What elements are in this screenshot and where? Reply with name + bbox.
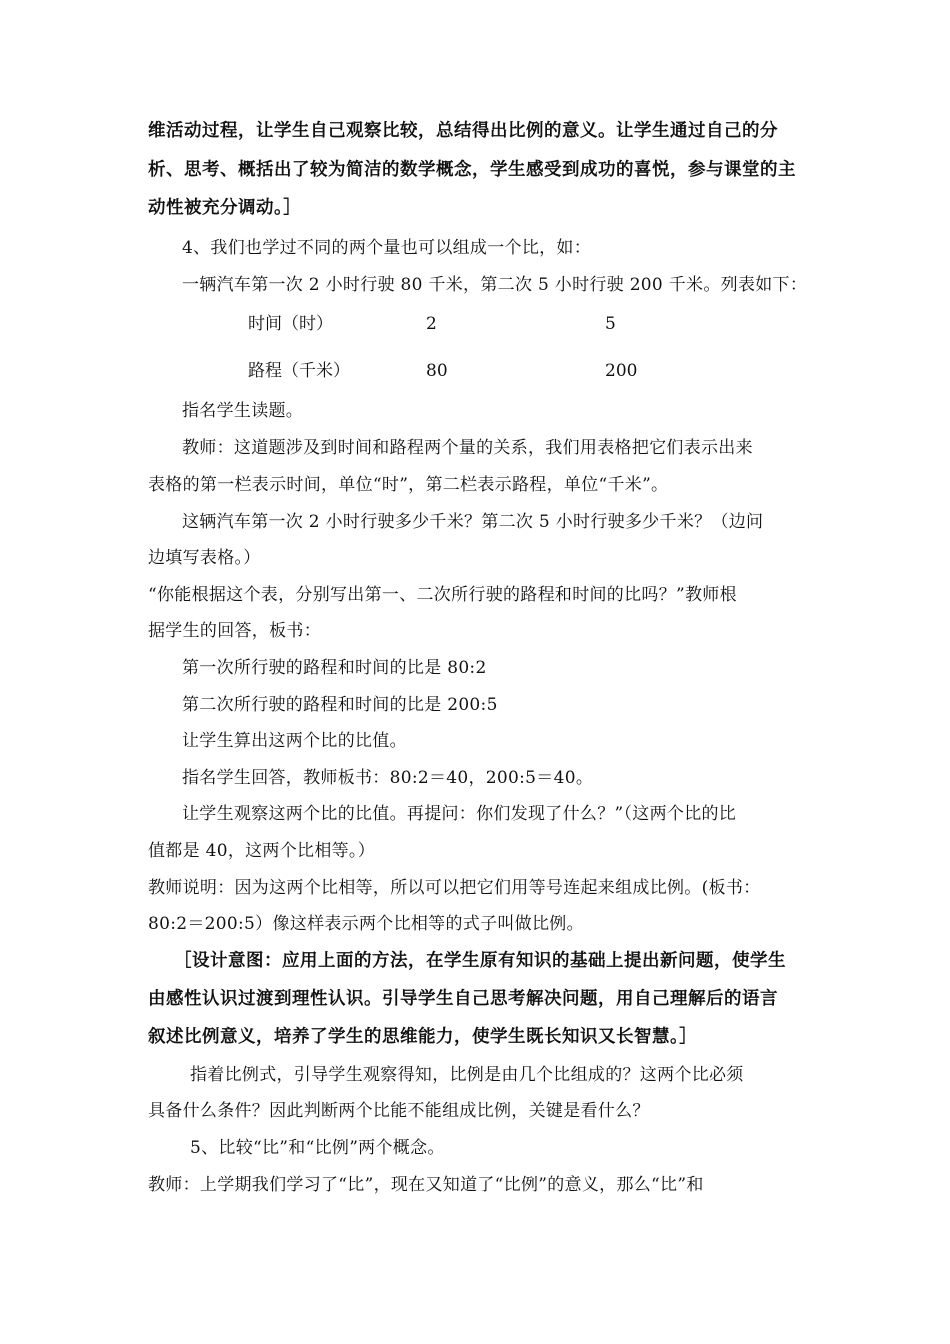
- paragraph-line: 这辆汽车第一次 2 小时行驶多少千米？第二次 5 小时行驶多少千米？（边问: [182, 512, 764, 532]
- step-5-heading: 5、比较“比”和“比例”两个概念。: [190, 1138, 445, 1158]
- paragraph-line: 指名学生回答，教师板书：80:2＝40，200:5＝40。: [182, 768, 594, 788]
- table-cell-distance-first: 80: [426, 361, 448, 381]
- step-4-heading: 4、我们也学过不同的两个量也可以组成一个比，如：: [182, 238, 592, 258]
- design-intent-line-3: 叙述比例意义，培养了学生的思维能力，使学生既长知识又长智慧。］: [148, 1027, 698, 1047]
- design-intent-paragraph-line-1: 维活动过程，让学生自己观察比较，总结得出比例的意义。让学生通过自己的分: [148, 121, 778, 141]
- design-intent-paragraph-line-2: 析、思考、概括出了较为简洁的数学概念，学生感受到成功的喜悦，参与课堂的主: [148, 160, 796, 180]
- paragraph-line: 让学生观察这两个比的比值。再提问：你们发现了什么？”（这两个比的比: [182, 804, 737, 824]
- problem-statement: 一辆汽车第一次 2 小时行驶 80 千米，第二次 5 小时行驶 200 千米。列表如下：: [182, 275, 808, 295]
- design-intent-line-2: 由感性认识过渡到理性认识。引导学生自己思考解决问题，用自己理解后的语言: [148, 989, 778, 1009]
- table-row-label-time: 时间（时）: [248, 314, 333, 334]
- paragraph-line: 教师说明：因为这两个比相等，所以可以把它们用等号连起来组成比例。(板书：: [148, 878, 761, 898]
- design-intent-line-1: ［设计意图：应用上面的方法，在学生原有知识的基础上提出新问题，使学生: [174, 951, 786, 971]
- table-row-label-distance: 路程（千米）: [248, 361, 350, 381]
- paragraph-line: “你能根据这个表，分别写出第一、二次所行驶的路程和时间的比吗？”教师根: [148, 585, 737, 605]
- paragraph-line: 指着比例式，引导学生观察得知，比例是由几个比组成的？这两个比必须: [190, 1065, 744, 1085]
- blackboard-line-1: 第一次所行驶的路程和时间的比是 80:2: [182, 658, 487, 678]
- table-cell-time-second: 5: [605, 314, 616, 334]
- paragraph-line: 教师：上学期我们学习了“比”，现在又知道了“比例”的意义，那么“比”和: [148, 1175, 704, 1195]
- paragraph-line: 80:2＝200:5）像这样表示两个比相等的式子叫做比例。: [148, 914, 584, 934]
- paragraph-line: 表格的第一栏表示时间，单位“时”，第二栏表示路程，单位“千米”。: [148, 475, 669, 495]
- paragraph-line: 具备什么条件？因此判断两个比能不能组成比例，关键是看什么？: [148, 1101, 650, 1121]
- paragraph-line: 让学生算出这两个比的比值。: [182, 731, 407, 751]
- table-cell-distance-second: 200: [605, 361, 638, 381]
- paragraph-line: 指名学生读题。: [182, 401, 304, 421]
- paragraph-line: 值都是 40，这两个比相等。）: [148, 841, 376, 861]
- paragraph-line: 边填写表格。）: [148, 548, 261, 568]
- paragraph-line: 教师：这道题涉及到时间和路程两个量的关系，我们用表格把它们表示出来: [182, 438, 753, 458]
- blackboard-line-2: 第二次所行驶的路程和时间的比是 200:5: [182, 695, 498, 715]
- table-cell-time-first: 2: [426, 314, 437, 334]
- paragraph-line: 据学生的回答，板书：: [148, 621, 321, 641]
- design-intent-paragraph-line-3: 动性被充分调动。］: [148, 198, 302, 218]
